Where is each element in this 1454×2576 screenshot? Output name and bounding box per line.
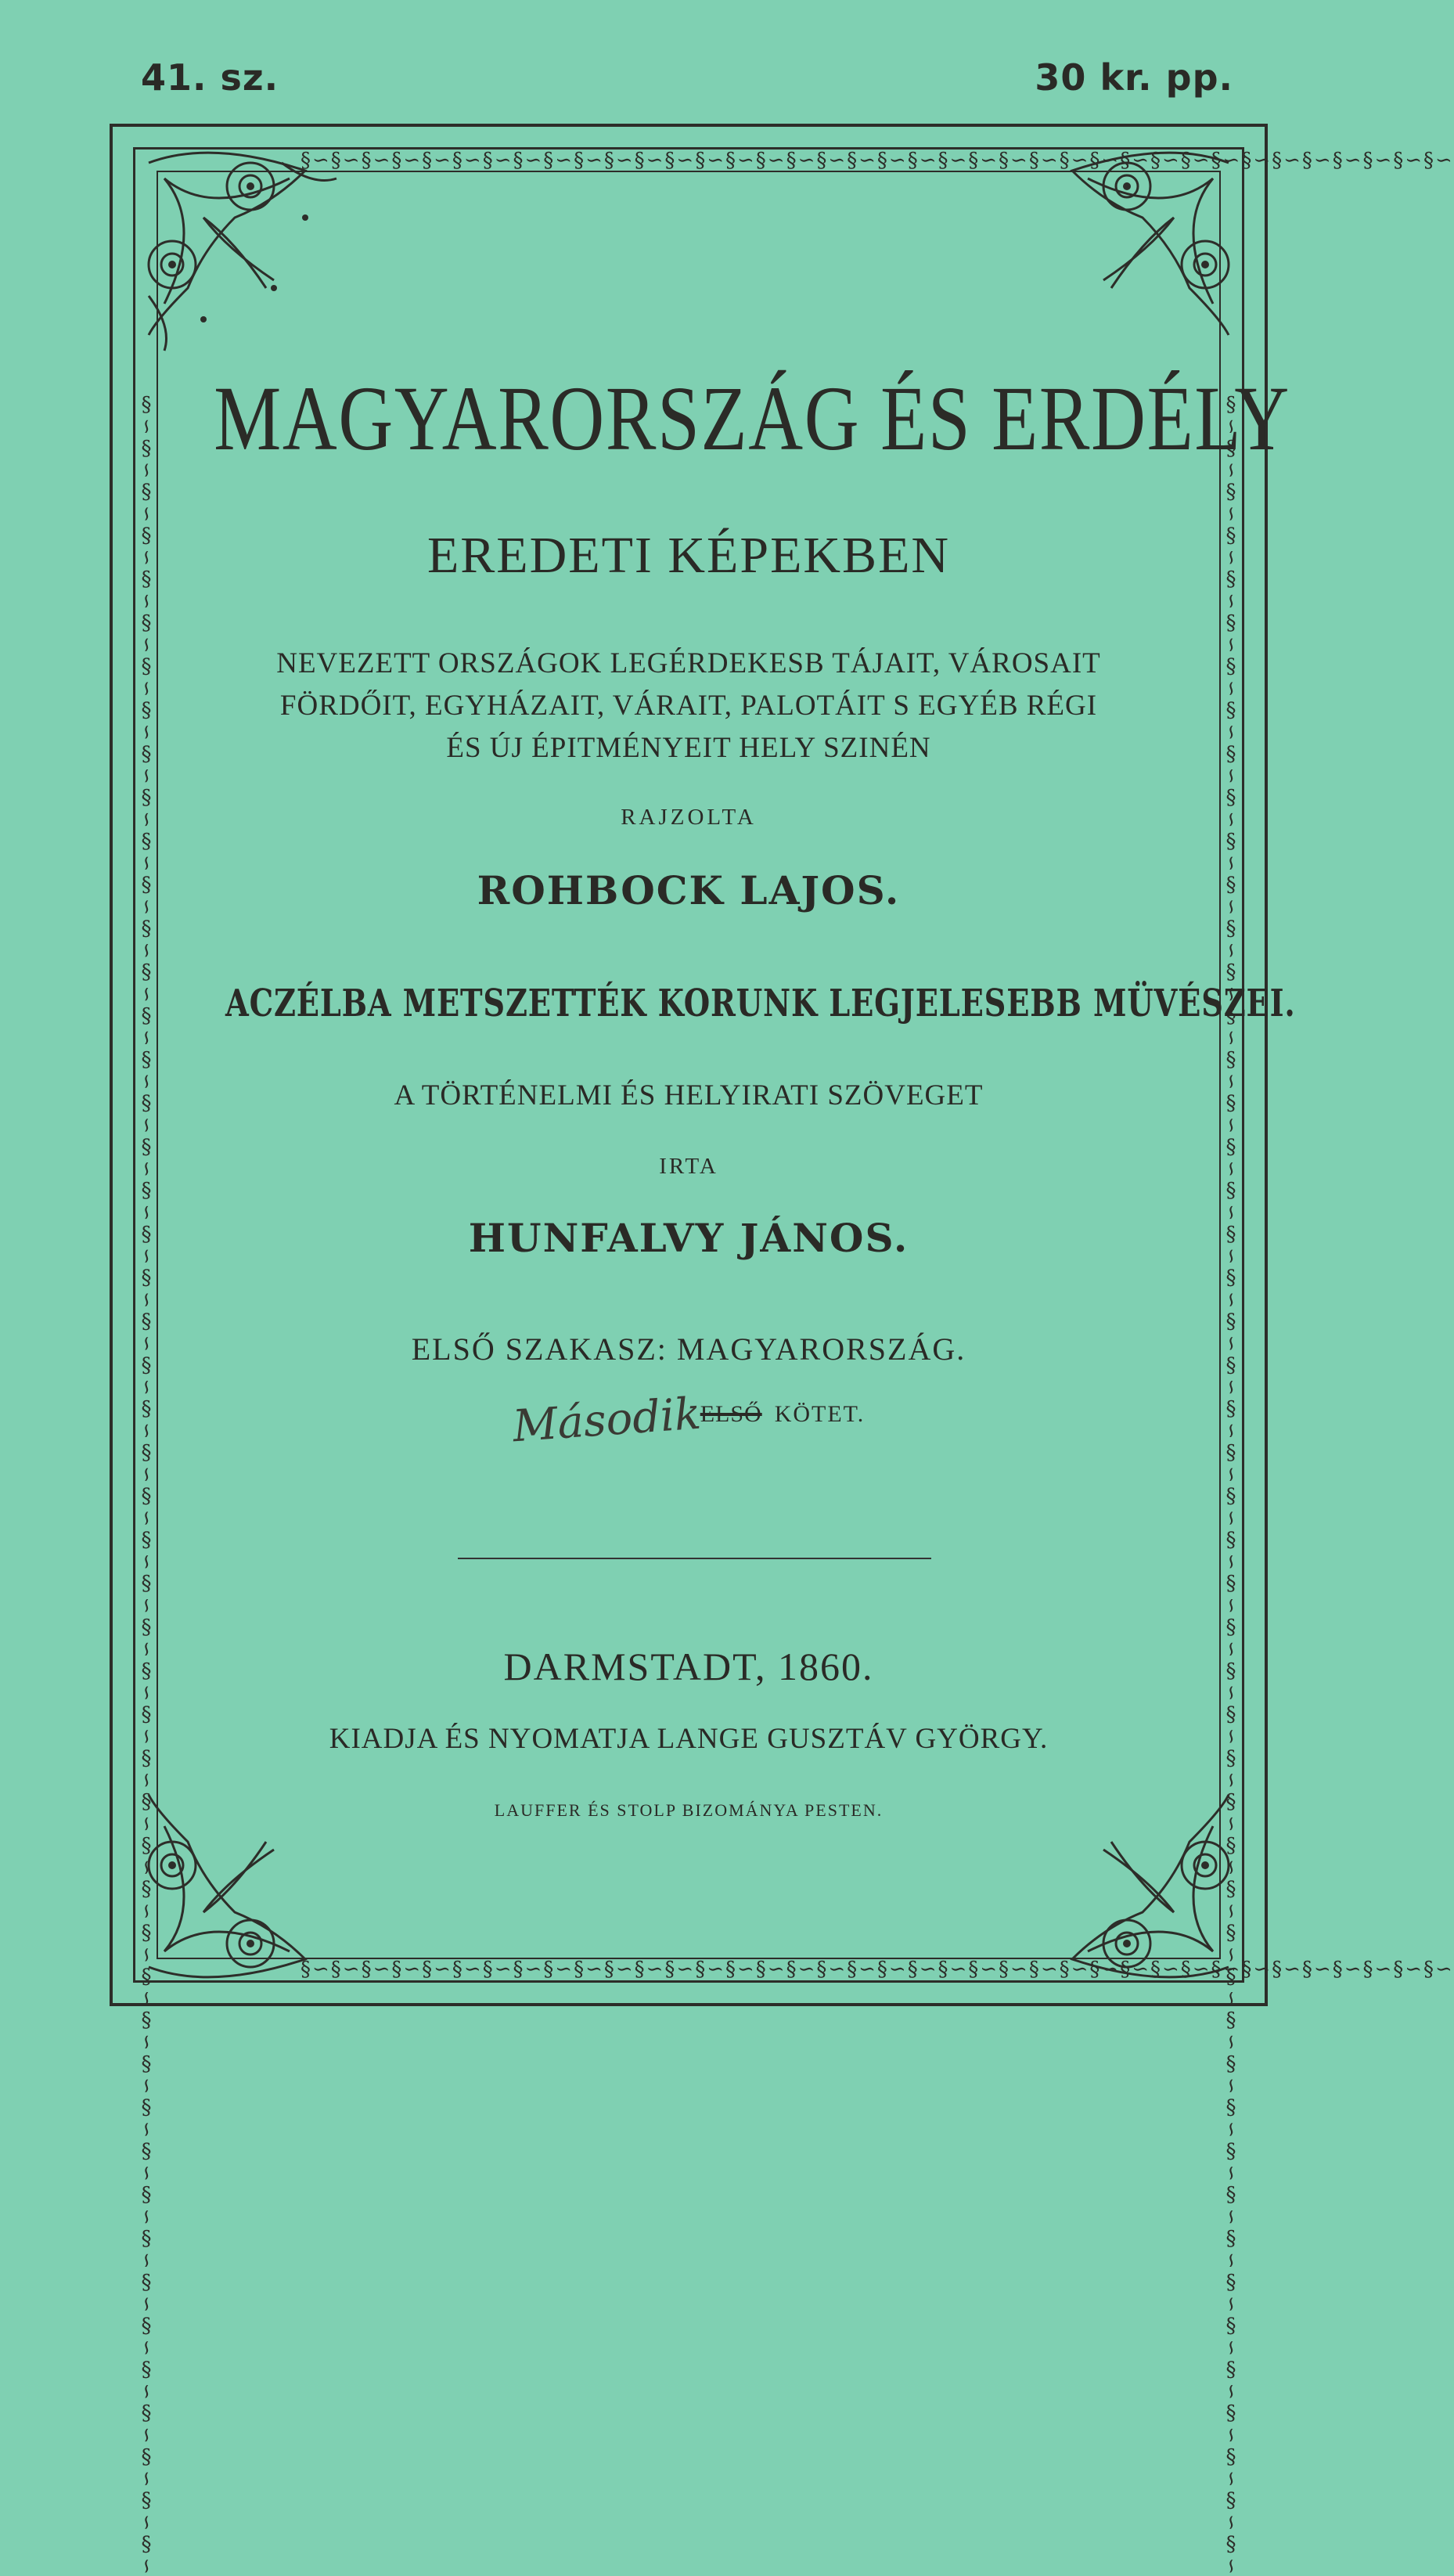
artist-name: ROHBOCK LAJOS.	[477, 867, 901, 913]
engravers-credit: ACZÉLBA METSZETTÉK KORUNK LEGJELESEBB MÜVÉSZEI.	[225, 982, 1296, 1025]
corner-rosette-ornament	[117, 1764, 352, 1998]
price-label: 30 kr. pp.	[1035, 56, 1233, 99]
border-scroll-band-left: §∽§∽§∽§∽§∽§∽§∽§∽§∽§∽§∽§∽§∽§∽§∽§∽§∽§∽§∽§∽§∽§∽§∽§∽§∽§∽§∽§∽§∽§∽§∽§∽§∽§∽§∽§∽§∽§∽§∽§∽§∽§∽§∽§∽§∽§∽§∽§∽§∽§∽	[135, 393, 158, 2576]
drawn-by-label: RAJZOLTA	[621, 805, 757, 830]
divider-rule	[458, 1558, 931, 1559]
description-line: NEVEZETT ORSZÁGOK LEGÉRDEKESB TÁJAIT, VÁROSAIT	[276, 647, 1101, 679]
description-line: ÉS ÚJ ÉPITMÉNYEIT HELY SZINÉN	[446, 732, 931, 764]
wrote-label: IRTA	[659, 1154, 718, 1179]
volume-label: KÖTET.	[774, 1401, 866, 1427]
corner-rosette-ornament	[1025, 1764, 1260, 1998]
volume-line	[110, 1388, 1268, 1456]
corner-rosette-ornament	[1025, 132, 1260, 366]
border-scroll-band-top: §∽§∽§∽§∽§∽§∽§∽§∽§∽§∽§∽§∽§∽§∽§∽§∽§∽§∽§∽§∽§∽§∽§∽§∽§∽§∽§∽§∽§∽§∽§∽§∽§∽§∽§∽§∽§∽§∽	[301, 149, 1454, 172]
border-scroll-band-bottom: §∽§∽§∽§∽§∽§∽§∽§∽§∽§∽§∽§∽§∽§∽§∽§∽§∽§∽§∽§∽§∽§∽§∽§∽§∽§∽§∽§∽§∽§∽§∽§∽§∽§∽§∽§∽§∽§∽	[301, 1958, 1454, 1981]
section-label: ELSŐ SZAKASZ: MAGYARORSZÁG.	[411, 1331, 966, 1367]
description-line: FÖRDŐIT, EGYHÁZAIT, VÁRAIT, PALOTÁIT S EGYÉB RÉGI	[279, 690, 1098, 722]
text-credit-line: A TÖRTÉNELMI ÉS HELYIRATI SZÖVEGET	[394, 1079, 984, 1111]
imprint-publisher: KIADJA ÉS NYOMATJA LANGE GUSZTÁV GYÖRGY.	[329, 1723, 1049, 1755]
handwritten-annotation: Második	[510, 1388, 703, 1453]
imprint-agency: LAUFFER ÉS STOLP BIZOMÁNYA PESTEN.	[494, 1800, 884, 1820]
imprint-place-date: DARMSTADT, 1860.	[503, 1645, 874, 1688]
border-scroll-band-right: §∽§∽§∽§∽§∽§∽§∽§∽§∽§∽§∽§∽§∽§∽§∽§∽§∽§∽§∽§∽§∽§∽§∽§∽§∽§∽§∽§∽§∽§∽§∽§∽§∽§∽§∽§∽§∽§∽§∽§∽§∽§∽§∽§∽§∽§∽§∽§∽§∽§∽	[1219, 393, 1243, 2576]
author-name: HUNFALVY JÁNOS.	[468, 1215, 909, 1261]
page-subtitle: EREDETI KÉPEKBEN	[426, 527, 951, 584]
crossed-out-word: ELSŐ	[700, 1401, 762, 1427]
page-title: MAGYARORSZÁG ÉS ERDÉLY	[214, 367, 1290, 470]
corner-rosette-ornament	[117, 132, 352, 366]
issue-number: 41. sz.	[141, 56, 279, 99]
